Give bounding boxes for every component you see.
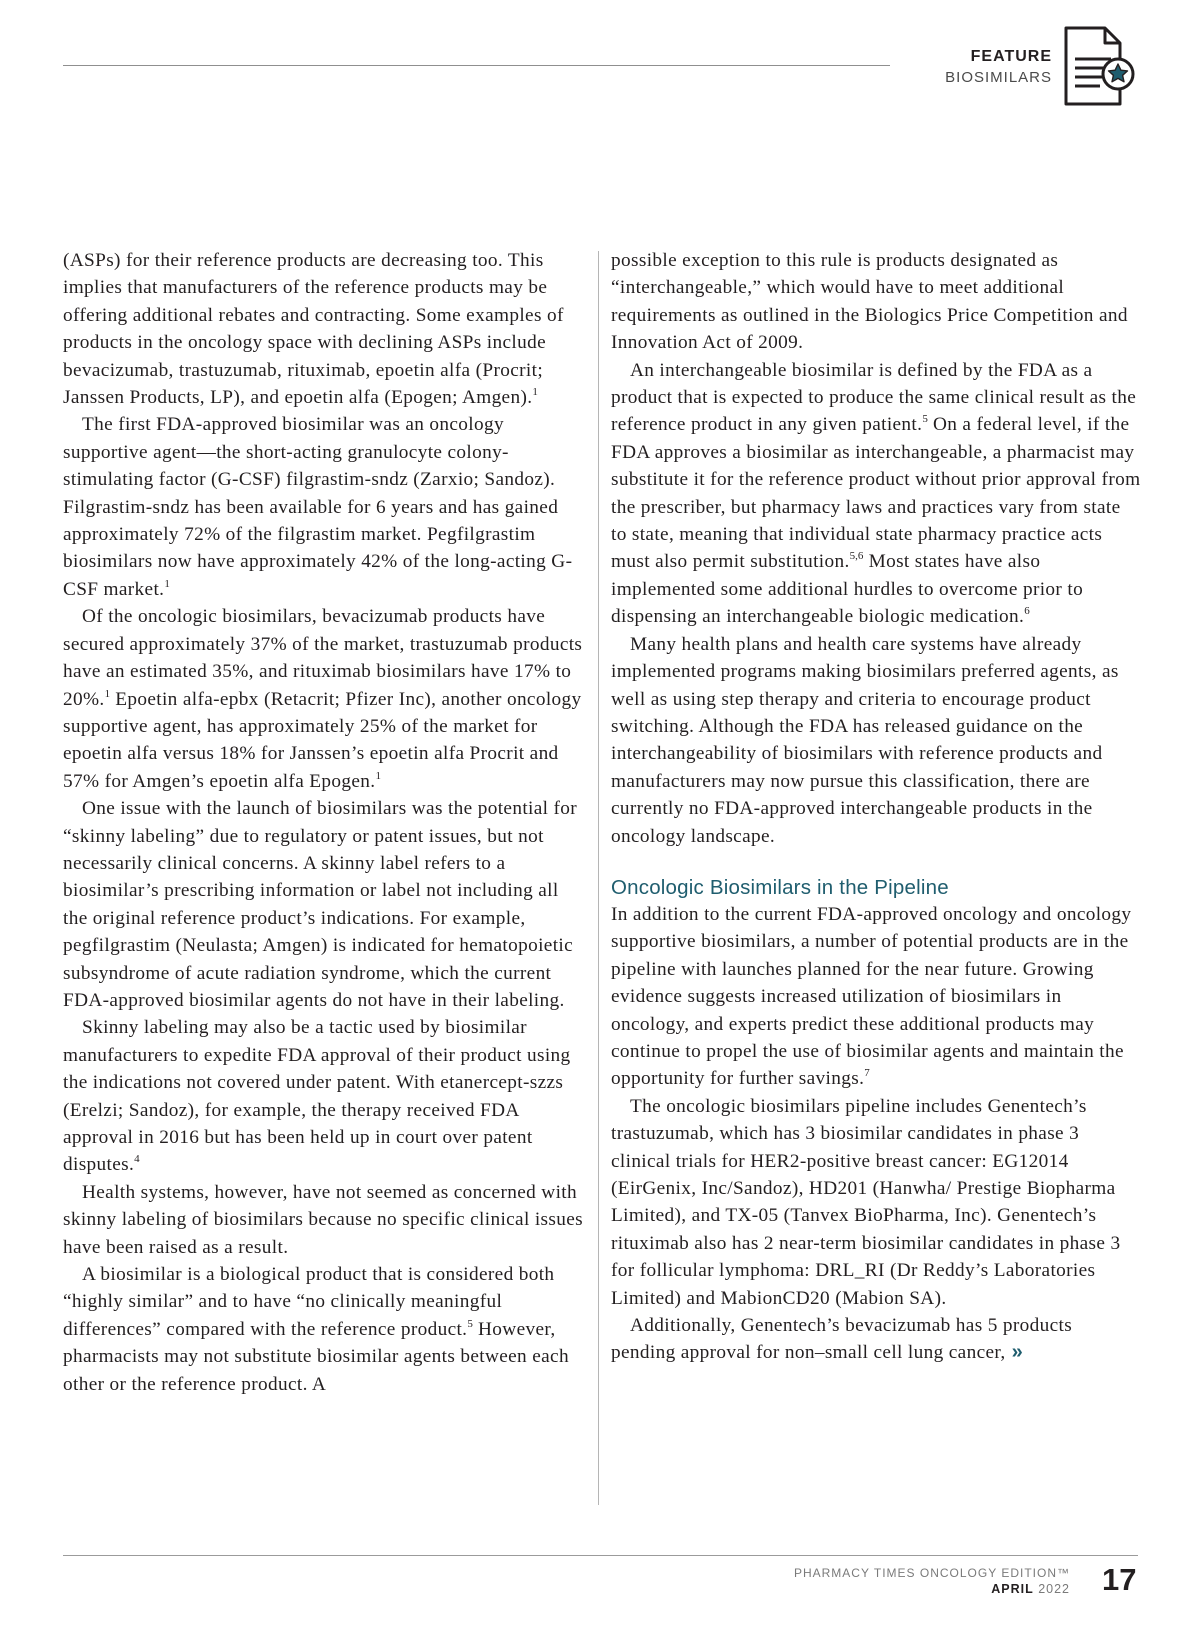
page-number: 17 xyxy=(1102,1562,1137,1597)
citation: 5 xyxy=(467,1317,473,1330)
body-paragraph: One issue with the launch of biosimilars was the potential for “skinny labeling” due to regulatory or patent issues, but not necessarily clinical concerns. A skinny label refers to a biosimilar’s prescribing information or label not including all the original reference product’s indications. For example, pegfilgrastim (Neulasta; Amgen) is indicated for hematopoietic subsyndrome of acute radiation syndrome, which the current FDA-approved biosimilar agents do not have in their labeling. xyxy=(63,798,578,1011)
citation: 1 xyxy=(104,687,111,700)
body-paragraph: Many health plans and health care systems have already implemented programs making biosimilars preferred agents, as well as using step therapy and criteria to encourage product switching. Although the FDA has released guidance on the interchangeability of biosimilars with reference products and manufacturers may now pursue this classification, there are currently no FDA-approved interchangeable products in the oncology landscape. xyxy=(611,633,1119,847)
body-paragraph: The oncologic biosimilars pipeline includes Genentech’s trastuzumab, which has 3 biosimilar candidates in phase 3 clinical trials for HER2-positive breast cancer: EG12014 (EirGenix, Inc/Sandoz), HD201 (Hanwha/ Prestige Biopharma Limited), and TX-05 (Tanvex BioPharma, Inc). Genentech’s rituximab also has 2 near-term biosimilar candidates in phase 3 for follicular lymphoma: DRL_RI (Dr Reddy’s Laboratories Limited) and MabionCD20 (Mabion SA). xyxy=(611,1095,1121,1309)
citation: 6 xyxy=(1024,605,1030,618)
document-star-icon xyxy=(1062,26,1142,108)
article-column-right xyxy=(611,247,1141,1367)
section-subhead: Oncologic Biosimilars in the Pipeline xyxy=(611,875,949,899)
body-paragraph: (ASPs) for their reference products are decreasing too. This implies that manufacturers of the reference products may be offering additional rebates and contracting. Some examples of products in the oncology space with declining ASPs include bevacizumab, trastuzumab, rituximab, epoetin alfa (Procrit; Janssen Products, LP), and epoetin alfa (Epogen; Amgen).$^1$ xyxy=(63,250,564,409)
column-divider xyxy=(598,251,599,1505)
issue-date xyxy=(794,1581,1070,1597)
citation: 4 xyxy=(134,1153,140,1166)
publication-name: PHARMACY TIMES ONCOLOGY EDITION™ xyxy=(793,1566,1070,1580)
citation: 5,6 xyxy=(849,550,864,563)
body-paragraph: A biosimilar is a biological product that is considered both “highly similar” and to have “no clinically meaningful differences” compared with the reference product.$^5$ However, pharmacists may not substitute biosimilar agents between each other or the reference product. A xyxy=(63,1264,569,1395)
body-paragraph: In addition to the current FDA-approved oncology and oncology supportive biosimilars, a number of potential products are in the pipeline with launches planned for the near future. Growing evidence suggests increased utilization of biosimilars in oncology, and experts predict these additional products may continue to propel the use of biosimilar agents and maintain the opportunity for further savings.$^7$ xyxy=(611,903,1132,1090)
header-rule xyxy=(63,65,890,66)
footer-rule xyxy=(63,1555,1138,1556)
section-label xyxy=(945,46,1052,88)
citation: 1 xyxy=(164,577,170,590)
body-paragraph: Health systems, however, have not seemed as concerned with skinny labeling of biosimilars because no specific clinical issues have been raised as a result. xyxy=(63,1181,584,1258)
issue-year: 2022 xyxy=(1038,1582,1070,1596)
section-kicker: FEATURE xyxy=(970,48,1052,65)
citation: 7 xyxy=(864,1067,870,1080)
footer-folio xyxy=(794,1565,1070,1597)
body-paragraph: possible exception to this rule is products designated as “interchangeable,” which would have to meet additional requirements as outlined in the Biologics Price Competition and Innovation Act of 2009. xyxy=(611,250,1128,354)
body-paragraph: An interchangeable biosimilar is defined by the FDA as a product that is expected to produce the same clinical result as the reference product in any given patient.$^5$ On a federal level, if the FDA approves a biosimilar as interchangeable, a pharmacist may substitute it for the reference product without prior approval from the prescriber, but pharmacy laws and practices vary from state to state, meaning that individual state pharmacy practice acts must also permit substitution.$^{5,6}$ Most states have also implemented some additional hurdles to overcome prior to dispensing an interchangeable biologic medication.$^6$ xyxy=(611,359,1141,628)
body-paragraph: Skinny labeling may also be a tactic used by biosimilar manufacturers to expedite FDA approval of their product using the indications not covered under patent. With etanercept-szzs (Erelzi; Sandoz), for example, the therapy received FDA approval in 2016 but has been held up in court over patent disputes.$^4$ xyxy=(63,1017,571,1176)
body-paragraph: The first FDA-approved biosimilar was an oncology supportive agent—the short-acting granulocyte colony-stimulating factor (G-CSF) filgrastim-sndz (Zarxio; Sandoz). Filgrastim-sndz has been available for 6 years and has gained approximately 72% of the filgrastim market. Pegfilgrastim biosimilars now have approximately 42% of the long-acting G-CSF market.$^1$ xyxy=(63,414,573,600)
issue-month: APRIL xyxy=(991,1582,1034,1596)
citation: 5 xyxy=(922,413,928,426)
body-paragraph: Additionally, Genentech’s bevacizumab has 5 products pending approval for non–small cell lung cancer, » xyxy=(611,1315,1073,1364)
section-topic: BIOSIMILARS xyxy=(945,69,1052,86)
citation: 1 xyxy=(532,386,538,399)
continued-arrow-icon: » xyxy=(1011,1341,1024,1364)
article-column-left xyxy=(63,247,585,1398)
citation: 1 xyxy=(375,769,381,782)
body-paragraph: Of the oncologic biosimilars, bevacizumab products have secured approximately 37% of the market, trastuzumab products have an estimated 35%, and rituximab biosimilars have 17% to 20%.$^1$ Epoetin alfa-epbx (Retacrit; Pfizer Inc), another oncology supportive agent, has approximately 25% of the market for epoetin alfa versus 18% for Janssen’s epoetin alfa Procrit and 57% for Amgen’s epoetin alfa Epogen.$^1$ xyxy=(63,606,583,792)
